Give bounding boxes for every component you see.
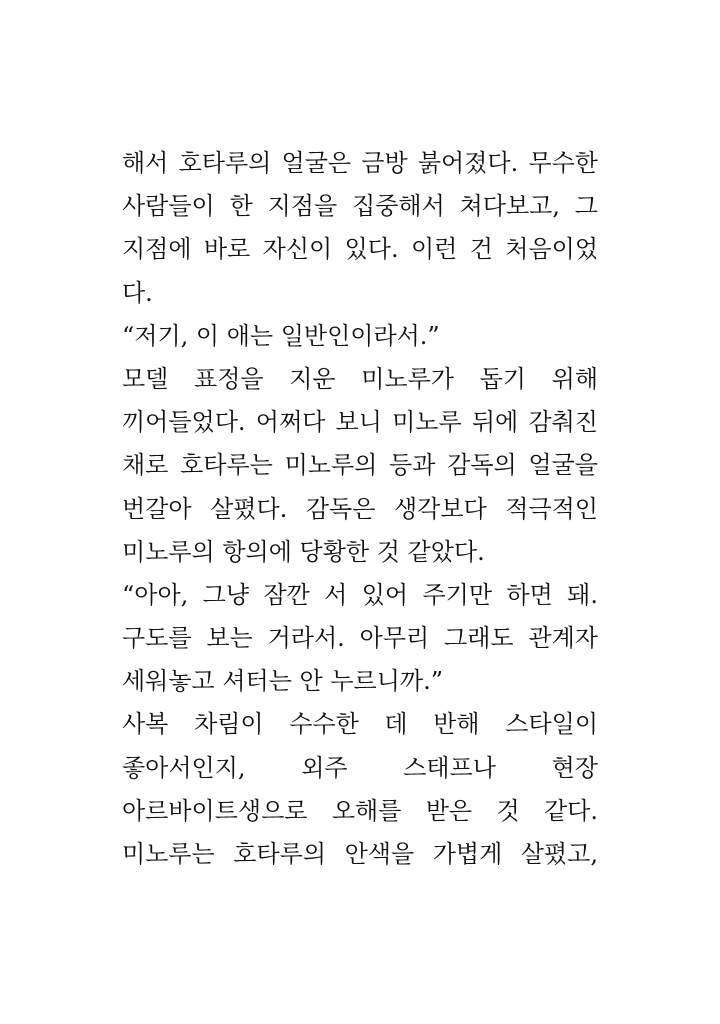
text-line-3: 지점에 바로 자신이 있다. 이런 건 처음이었 [122,235,598,264]
text-line-2: 사람들이 한 지점을 집중해서 쳐다보고, 그 [122,192,598,221]
text-line-16: 아르바이트생으로 오해를 받은 것 같다. [122,796,598,825]
text-line-9: 번갈아 살폈다. 감독은 생각보다 적극적인 [122,494,598,523]
text-line-15: 좋아서인지, 외주 스태프나 현장 [122,753,598,782]
text-line-14: 사복 차림이 수수한 데 반해 스타일이 [122,710,598,739]
text-line-12: 구도를 보는 거라서. 아무리 그래도 관계자 [122,624,598,653]
text-line-11: “아아, 그냥 잠깐 서 있어 주기만 하면 돼. [122,580,598,609]
text-line-1: 해서 호타루의 얼굴은 금방 붉어졌다. 무수한 [122,149,598,177]
text-line-17: 미노루는 호타루의 안색을 가볍게 살폈고, [122,840,598,868]
text-line-4: 다. [122,278,153,307]
text-line-6: 모델 표정을 지운 미노루가 돕기 위해 [122,364,598,393]
text-line-13: 세워놓고 셔터는 안 누르니까.” [122,667,443,696]
text-line-5: “저기, 이 애는 일반인이라서.” [122,321,440,350]
text-line-10: 미노루의 항의에 당황한 것 같았다. [122,537,485,566]
text-line-7: 끼어들었다. 어쩌다 보니 미노루 뒤에 감춰진 [122,408,598,437]
text-line-8: 채로 호타루는 미노루의 등과 감독의 얼굴을 [122,451,598,480]
body-text [122,142,598,876]
